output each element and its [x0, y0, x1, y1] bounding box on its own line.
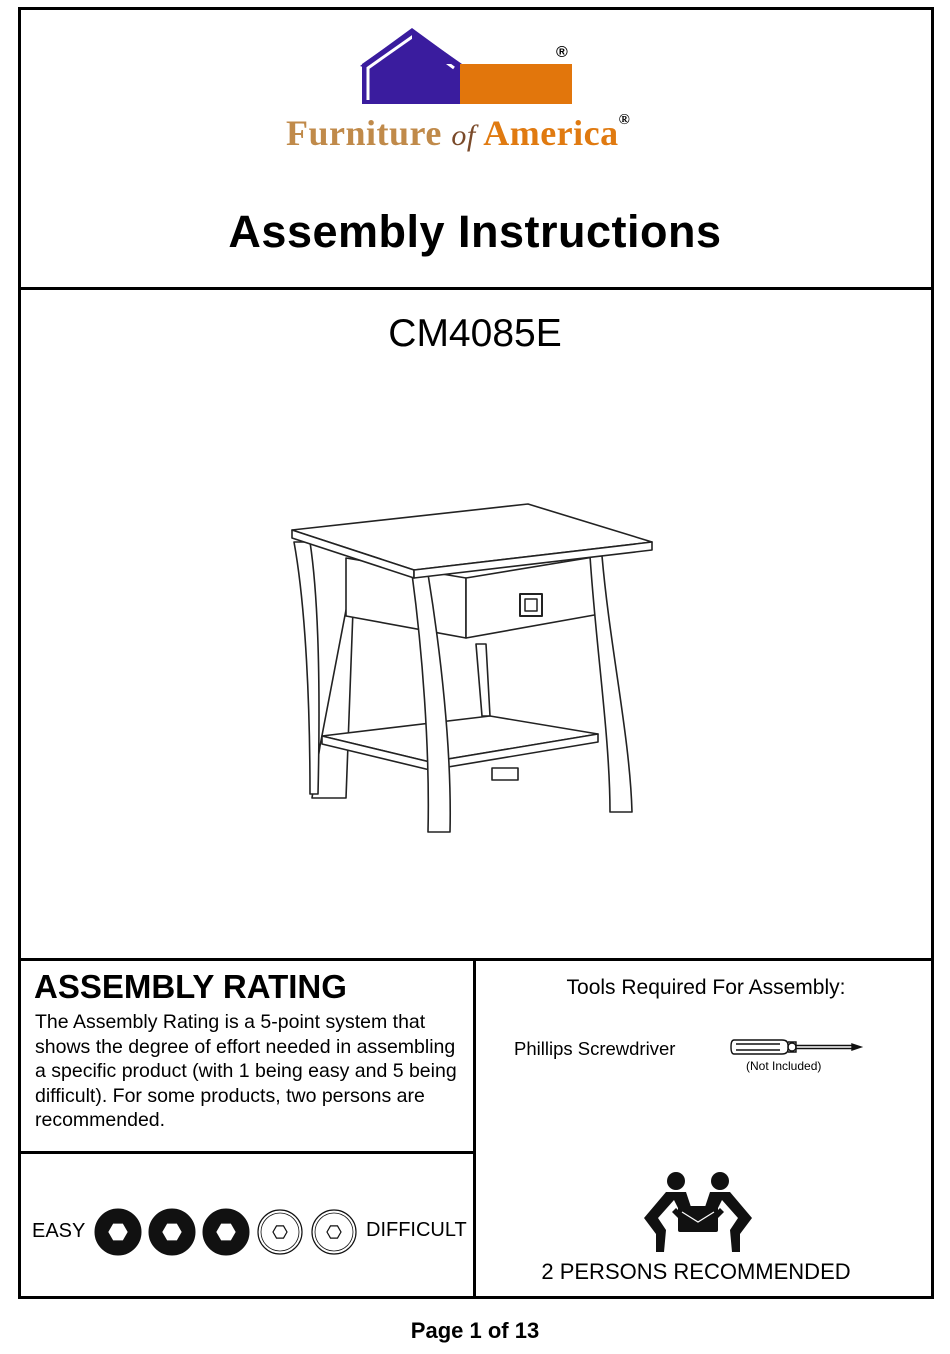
logo-registered-mark: ® [556, 44, 568, 61]
rating-difficult-label: DIFFICULT [366, 1219, 467, 1241]
persons-recommended-label: 2 PERSONS RECOMMENDED [541, 1259, 851, 1284]
tool-note: (Not Included) [746, 1059, 822, 1073]
rating-easy-label: EASY [32, 1220, 86, 1242]
tools-heading: Tools Required For Assembly: [566, 976, 846, 999]
rating-divider [18, 1151, 476, 1154]
tool-name-screwdriver: Phillips Screwdriver [514, 1038, 676, 1059]
page-title: Assembly Instructions [228, 206, 722, 257]
rating-dot-empty [258, 1210, 302, 1254]
brand-name-part3: America [483, 113, 619, 153]
rating-dot-filled [149, 1209, 195, 1255]
brand-name [286, 112, 630, 154]
end-table-illustration [280, 498, 660, 838]
brand-name-part1: Furniture [286, 113, 442, 153]
page-number: Page 1 of 13 [410, 1318, 540, 1343]
rating-description: The Assembly Rating is a 5-point system that shows the degree of effort needed in assembling a specific product (with 1 being easy and 5 being difficult). For some products, two persons are recommended. [35, 1011, 457, 1131]
house-icon [360, 28, 572, 104]
screwdriver-icon [730, 1036, 864, 1058]
brand-registered-mark: ® [618, 112, 631, 128]
rating-heading: ASSEMBLY RATING [34, 968, 347, 1005]
rating-dot-filled [203, 1209, 249, 1255]
rating-dot-empty [312, 1210, 356, 1254]
rating-dot-filled [95, 1209, 141, 1255]
header-divider [18, 287, 934, 290]
rating-scale [92, 1206, 364, 1258]
bottom-column-divider [473, 960, 476, 1298]
model-number: CM4085E [388, 312, 562, 355]
image-divider [18, 958, 934, 961]
two-persons-lifting-icon [636, 1170, 760, 1254]
brand-name-part2: of [451, 119, 476, 152]
